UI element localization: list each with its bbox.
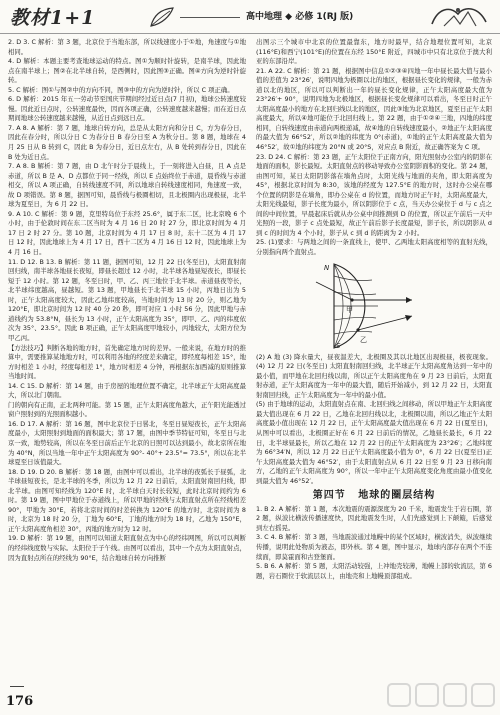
brand-logo: 教材1+1 bbox=[10, 7, 96, 29]
leaf-ornament-icon bbox=[148, 6, 176, 28]
answer-item: 7. A 8. A 解析：第 7 题，地球自转方向，总是从太阳方向和分日 C，方为春分日，因此在春分时，所以分日 C 为春分日 B 春分日至 A 为秋分日。第 8 题，地球在 4 月 25 日从 B 转到 C，因此 B 为春分日，近日点左右，从 B 处转到春分日，因此在 B 处为近日点。 bbox=[8, 123, 246, 161]
answer-item: 14. C 15. D 解析：第 14 题，由于房屋的地理位置不确定，北半球正午太阳高度最大，所以北门朝南。 bbox=[8, 381, 246, 400]
section-title-text: 地球的圈层结构 bbox=[358, 490, 436, 502]
method-tip: 【方法技巧】判断各地的地方时，首先确定地方时的差异。一般来说，在地方时的推算中，需要推算某地地方时，可以利用各地的经度差来确定，即经度每相差 15°，地方时相差 1 小时，经度每相差 1°，地方时相差 4 分钟，再根据东加西减的原则推算当地时间。 bbox=[8, 343, 246, 381]
page-number-mark bbox=[10, 686, 24, 691]
answer-item: 9. A 10. C 解析：第 9 题，克里特岛位于东经 25.6°，属于东二区，比北京晚 6 个小时，由于伦敦时间在东二区当时为 4 月 16 日 20 时 27 分，即北京时间为 4 月 17 日 2 时 27 分。第 10 题，北京时间为 4 月 17 日 8 时，东十二区为 4 月 17 日 12 时，因此地球上为 4 月 17 日，西十二区为 4 月 16 日 12 时，因此地球上为 4 月 16 日。 bbox=[8, 209, 246, 257]
header-corner-mark-icon bbox=[424, 2, 496, 32]
hemisphere-diagram bbox=[294, 260, 444, 352]
answer-item: 21. A 22. C 解析：第 21 题，根据图中信息①②③④四地一年中昼长最大值与最小值的差值为 23°26′，说明四地为极圈以北的地区，根据昼长变化的规律，一般为赤道以北的地区，所以可以判断出一年的昼长变化规律，正午太阳高度最大值为 23°26′+ 90°，说明四地为北极地区，根据昼长变化规律可以看出，冬至日时正午太阳高度最小的地方在北回归线以北的地区，因此③地为北京地区，夏至日正午太阳高度最大，所以④地可能位于北回归线上。第 22 题，由于①②④三地，四地的纬度相同，自转线速度由赤道向两极递减，故④地的自转线速度最小，②地正午太阳高度的最大值为 66°52′，所以②地的纬度为 0°(赤道)，①地的正午太阳高度最大值为 46°52′，故①地的纬度为 20°N 或 20°S，对应点 B 附近，故正确答案为 C 项。 bbox=[256, 66, 492, 152]
answer-item: 4. D 解析：本题主要考查地球运动的特点。图①为顺时针旋转，是南半球，因此地点在南半球上；图②在北半球自转，是西侧时，因此图③正确。图④方向为逆时针旋转。 bbox=[8, 57, 246, 85]
subject-label: 高中地理 ◆ 必修 1(RJ 版) bbox=[246, 12, 354, 22]
answer-item: (5) 由于地球的运动，太阳直射点在南、北回归线之间移动，所以甲地正午太阳高度最大值出现在 6 月 22 日，乙地在北回归线以北，北极圈以南，所以乙地正午太阳高度最小值出现在 12 月 22 日，正午太阳高度最大值出现在 6 月 22 日(夏至日)，从图中可以看出，北极圈正好在 6 月 22 日前后的情况，乙地昼长最长，6 月 22 日，北半球昼最长，所以乙地在 12 月 22 日的正午太阳高度为 23°26′；乙地纬度为 66°34′N，所以 12 月 22 日正午太阳高度最小值为 0°，6 月 22 日(夏至日)正午太阳高度最大值为 46°52′，由于太阳直射点从 6 月 22 日至 9 月 23 日移向南方，乙地的正午太阳高度为 90°，所以一年中正午太阳高度变化角度由最小值变化到最大值为 46°52′。 bbox=[256, 400, 492, 485]
answer-item: 5. B 6. A 解析：第 5 题，太阳活动较强，上冲地壳较薄，地幔上部的软流层，第 6 题，岩石圈位于软流层以上，由地壳和上地幔顶部组成。 bbox=[256, 562, 492, 580]
diagram-label-b: 乙 bbox=[360, 335, 367, 344]
watermark-logo-icon bbox=[386, 680, 496, 710]
answer-item: 3. C 4. B 解析：第 3 题，当地震波通过地幔中的某个区域时，横波消失，纵波继续传播，说明此处物质为液态，即外核。第 4 题，图中显示，地球内部存在两个不连续面，即莫霍面和古登堡面。 bbox=[256, 533, 492, 561]
answer-item: 18. D 19. D 20. B 解析：第 18 题，由图中可以看出，北半球的夜弧长于昼弧，北半球昼短夜长，是北半球的冬季，所以为 12 月 22 日前后，太阳直射南回归线，即北半球。由图可知经线为 120°E 时，北半球白天时长较短，此时北京时间约为 6 时。第 19 题，图中甲地位于赤道线上，所以甲地的经线与太阳直射点所在经线相差 90°，甲地为 30°E，若将北京时间的时差转换为 120°E 的地方时，北京时间为 8 时，北京为 18 时 20 分，丁地为 60°E，丁地的地方时为 18 时，乙地为 150°E，正午太阳高度角相差 30°，丙地的地方时为 12 时。 bbox=[8, 467, 246, 533]
answer-item: (2) A 地 (3) 降水量大，昼夜温差大，北极圈及其以北地区出现极昼，极夜现象。 (4) 12 月 22 日(冬至日) 太阳直射南回归线，北半球正午太阳高度角达到一年中的最小值，而甲地在北回归线以南，所以正午太阳高度角在 9 月 23 日前后，太阳直射赤道，正午太阳高度为一年中的最大值，随后开始减小，到 12 月 22 日，太阳直射南回归线，正午太阳高度为一年中的最小值。 bbox=[256, 352, 492, 399]
header-rule bbox=[180, 17, 240, 18]
answer-item: 2. D 3. C 解析：第 3 题，北京位于当地东部，所以线速度小于①地，角速度与①地相同。 bbox=[8, 38, 246, 56]
answer-item: 7. A 8. B 解析：第 7 题，由 D 北午时分于晨线上，于一刻将进入白昼，且 A 点是赤道，所以 B 是 A、D 点都位于同一经线，所以 E 点始终位于赤道，晨昏线与赤道相交，所以 A 项正确，自转线速度不同，所以地球自转线速度相同，角速度一致，故 D 项错误。第 8 题，据图可知，晨昏线与极圈相切，且北极圈内出现极昼，北半球为夏至日，为 6 月 22 日。 bbox=[8, 162, 246, 209]
answer-item: 25. (1)要求：与两地之间的一条直线上，使甲、乙两地太阳高度相等的直射光线，分别指向两个直射点。 bbox=[256, 238, 492, 257]
answer-item: 23. D 24. C 解析：第 23 题，正午太阳位于正南方向，阳光照射办公室内的阴影在地面的面积，影长最短。太阳直射点的移动导致办公室阴影面积的变化。第 24 题，由图可知，某日太阳阴影落在墙角点时，太阳光线与地面的夹角，即太阳高度为 45°，根据北京时间为 8:30，该地的经度为 127.5°E 的地方时，这时办公桌在哪个位置的阴影是在墙角，即办公桌在 d 的位置，而地方时正午时，太阳高度最大，太阳光线最短，影子长度为最小，所以阴影位于 c 点，当天办公桌位于 d 与 c 点之间的中间位置，早晨起床后就从办公桌中间推测到 D 的位置，所以正午前后一天中光照的一段，影子 c 点处最短，故正午前后影子长度最短，影子长，所以阴影从 d 到 c 的时间为 4 个小时，影子从 c 到 d 的距离为 2 小时。 bbox=[256, 152, 492, 237]
left-column bbox=[8, 38, 246, 563]
header-underline bbox=[0, 33, 500, 34]
diagram-label-south: S bbox=[336, 341, 341, 350]
diagram-label-north: N bbox=[324, 263, 330, 272]
answer-item: 16. D 17. A 解析：第 16 题，图中北京位于日晷北，冬至日昼短夜长，正午太阳高度最小，太阳照射到地面的面积最大；第 17 题，由图中季节特征可知，冬至日与北京一致，地势较高，所以在冬至日前后正午北京的日照可以达到最小，故北京所在地为 40°N，所以当地一年中正午太阳高度为 90°- 40°+ 23.5°= 73.5°，所以在北半球夏至日该值最大。 bbox=[8, 419, 246, 467]
section-number: 第四节 bbox=[312, 490, 346, 502]
answer-item: 出图示三个城市中北京的位置最靠东，地方时最早，结合地理位置可知，北京(116°E)和西宁(101°E)的位置在东经 150°E 附近，四城市中只有北京位于澳大利亚的东部沿岸。 bbox=[256, 38, 492, 66]
answer-item: 19. D 解析：第 19 题，由图可以知道太阳直射点为中心的经纬网图，所以可以判断的经纬线度数与实际。太阳位于子午线。由图可以看出，其中一个点为太阳直射点，因为直射点所在的经线为 90°E，结合地球自转方向推断 bbox=[8, 534, 246, 562]
section-heading bbox=[256, 491, 492, 501]
answer-item: 门的朝向有正南，正北两种可能。第 15 题，正午太阳高度角越大，正午阳光能透过窗户照射到的光照面积越小。 bbox=[8, 400, 246, 419]
right-column bbox=[256, 38, 492, 581]
page-number: 176 bbox=[6, 694, 34, 709]
answer-item: 1. B 2. A 解析：第 1 题，本次地震的震源深度为 20 千米，地震发生于岩石圈，第 2 题，纵波比横波传播速度快，因此地震发生时，人们先感觉到上下颠簸，后感觉到左右摇晃。 bbox=[256, 504, 492, 532]
page-header bbox=[0, 0, 500, 36]
answer-item: 5. C 解析：图①与图②中的方向不同，图③中的方向为逆时针，所以 C 项正确。 bbox=[8, 85, 234, 94]
diagram-label-a: 甲 bbox=[346, 305, 353, 314]
answer-item: 6. D 解析：2015 年五一劳动节至国庆节期间经过近日点(7 月初)，地球公转速度较慢。因此近日点时，公转速度最快，因而各项正确，公转速度越来越慢；而在近日点期间地球公转速度越来越慢，从近日点到远日点。 bbox=[8, 95, 246, 123]
answer-item: 11. D 12. B 13. B 解析：第 11 题，据图可知，12 月 22 日(冬至日)，太阳直射南回归线，南半球各地昼长夜短，即昼长超过 12 小时，北半球各地昼短夜长，即昼长短于 12 小时。第 12 题，冬至日时，甲、乙、丙三地位于北半球。赤道昼夜等长，北半球纬度越高，昼越短。第 13 题，甲地昼长于北半球 15 小时，丙地日出为 5 时，正午太阳高度较大，因此乙地纬度较高，当地时间为 13 时 20 分，则乙地为 120°E，即北京时间为 12 时 40 分 20 秒，即可对应 1 小时 56 分，因此甲地与赤道线约为 53.8°N，昼长为 13 小时，正午太阳高度为 35°，即甲、乙、丙的纬度依次为 35°、23.5°。因此 B 项正确，正午太阳高度甲地较小，丙地较大，太阳方位为甲乙丙。 bbox=[8, 257, 246, 342]
